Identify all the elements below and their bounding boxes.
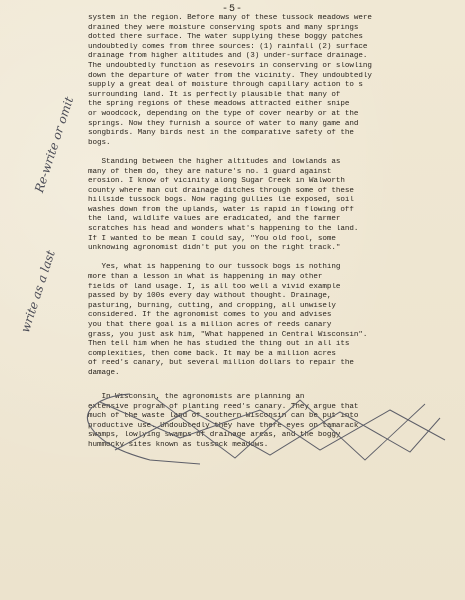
text-line: hillside tussock bogs. Now raging gullies lie exposed, soil: [88, 196, 354, 205]
text-line: dotted there surface. The water supplying these boggy patches: [88, 33, 363, 42]
text-line: or woodcock, depending on the type of cover nearby or at the: [88, 109, 359, 118]
page-number: -5-: [221, 4, 243, 15]
text-line: In Wisconsin, the agronomists are planning an: [88, 393, 305, 401]
text-line: Yes, what is happening to our tussock bogs is nothing: [88, 263, 341, 272]
text-line: supply a great deal of moisture through capillary action to s: [88, 81, 363, 90]
text-line: [88, 148, 450, 158]
text-line: drained they were moisture conserving spots and many springs: [88, 23, 359, 32]
struck-paragraph: [88, 393, 450, 451]
text-line: fields of land usage. I, is all too well a vivid example: [88, 282, 341, 291]
text-line: undoubtedly comes from three sources: (1) rainfall (2) surface: [88, 42, 368, 51]
text-line: system in the region. Before many of these tussock meadows were: [88, 14, 372, 22]
text-line: scratches his head and wonders what's happening to the land.: [88, 225, 359, 234]
text-line: songbirds. Many birds nest in the comparative safety of the: [88, 129, 354, 138]
text-line: more than a lesson in what is happening in may other: [88, 273, 323, 282]
text-line: surrounding land. It is perfectly plausible that many of: [88, 90, 341, 99]
typed-body-text: [88, 14, 450, 379]
text-line: The undoubtedly function as resevoirs in conserving or slowling: [88, 61, 372, 70]
text-line: complexities, then come back. It may be a million acres: [88, 349, 336, 358]
text-line: extensive program of planting reed's canary. They argue that: [88, 402, 359, 411]
text-line: considered. If the agronomist comes to you and advises: [88, 311, 332, 320]
text-line: [88, 254, 450, 264]
text-line: county where man cut drainage ditches through some of these: [88, 186, 354, 195]
text-line: many of them do, they are nature's no. 1 guard against: [88, 167, 332, 176]
text-line: the land, wildlife values are eradicated, and the farmer: [88, 215, 341, 224]
text-line: damage.: [88, 368, 120, 377]
text-line: unknowing agronomist didn't put you on the right track.": [88, 244, 341, 253]
text-line: erosion. I know of vicinity along Sugar Creek in Walworth: [88, 177, 345, 186]
text-line: down the departure of water from the vicinity. They undoubtedly: [88, 71, 372, 80]
text-line: the spring regions of these meadows attracted either snipe: [88, 100, 350, 109]
text-line: washes down from the uplands, water is rapid in flowing off: [88, 205, 354, 214]
text-line: pasturing, burning, cutting, and cropping, all unwisely: [88, 301, 336, 310]
text-line: bogs.: [88, 138, 111, 147]
margin-note-rewrite: Re-write or omit: [32, 95, 77, 195]
text-line: swamps, lowlying swamps of drainage areas, and the boggy: [88, 431, 341, 440]
text-line: drainage from higher altitudes and (3) under-surface drainage.: [88, 52, 368, 61]
text-line: passed by by 100s every day without thought. Drainage,: [88, 292, 332, 301]
text-line: you that there goal is a million acres of reeds canary: [88, 321, 332, 329]
text-line: of reed's canary, but several million dollars to repair the: [88, 359, 354, 368]
text-line: grass, you just ask him, "What happened in Central Wisconsin".: [88, 330, 368, 339]
margin-note-write-last: write as a last: [18, 248, 58, 335]
text-line: much of the waste land of southern Wisconsin can be put into: [88, 412, 359, 421]
text-line: Then tell him when he has studied the thing out in all its: [88, 340, 350, 349]
text-line: springs. Now they furnish a source of water to many game and: [88, 119, 359, 128]
text-line: hummocky sites known as tussock meadows.: [88, 440, 269, 449]
text-line: productive use. Undoubtedly they have there eyes on tamarack: [88, 421, 359, 430]
text-line: Standing between the higher altitudes and lowlands as: [88, 157, 341, 166]
text-line: If I wanted to be mean I could say, "You old fool, some: [88, 234, 336, 243]
